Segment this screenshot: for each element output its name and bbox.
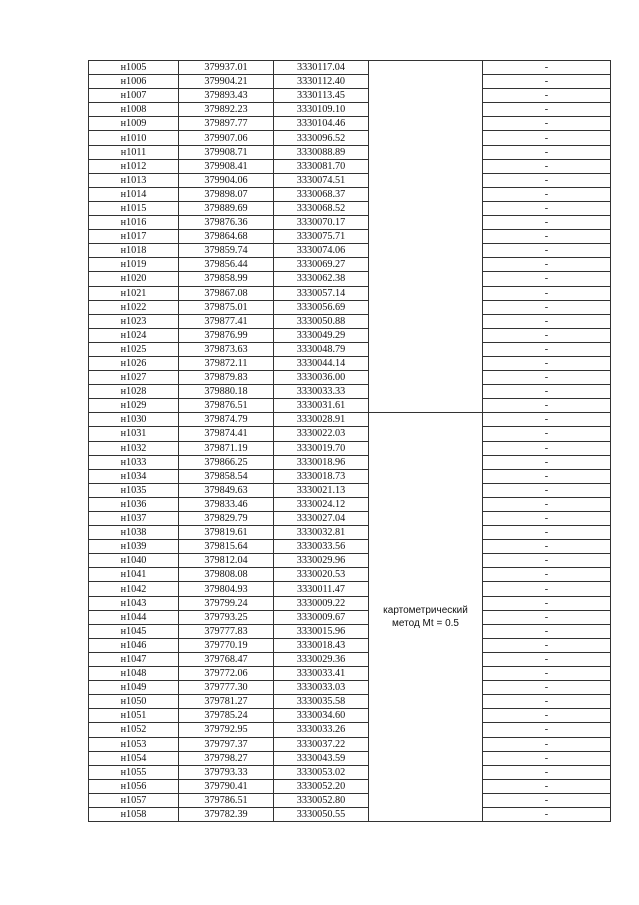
coord-y-cell: 3330068.52 xyxy=(274,201,369,215)
point-number-cell: н1013 xyxy=(89,173,179,187)
table-row xyxy=(89,201,611,215)
table-row xyxy=(89,89,611,103)
table-row xyxy=(89,568,611,582)
coord-x-cell: 379871.19 xyxy=(179,441,274,455)
table-row xyxy=(89,497,611,511)
coord-x-cell: 379833.46 xyxy=(179,497,274,511)
coord-x-cell: 379815.64 xyxy=(179,540,274,554)
table-row xyxy=(89,356,611,370)
point-number-cell: н1024 xyxy=(89,328,179,342)
coord-x-cell: 379793.33 xyxy=(179,765,274,779)
dash-cell: - xyxy=(483,300,611,314)
point-number-cell: н1014 xyxy=(89,187,179,201)
table-row xyxy=(89,582,611,596)
coord-x-cell: 379898.07 xyxy=(179,187,274,201)
dash-cell: - xyxy=(483,75,611,89)
coord-y-cell: 3330034.60 xyxy=(274,709,369,723)
coord-y-cell: 3330009.67 xyxy=(274,610,369,624)
table-row xyxy=(89,216,611,230)
coord-x-cell: 379772.06 xyxy=(179,667,274,681)
coord-x-cell: 379876.99 xyxy=(179,328,274,342)
coord-x-cell: 379904.21 xyxy=(179,75,274,89)
table-row xyxy=(89,469,611,483)
point-number-cell: н1018 xyxy=(89,244,179,258)
table-row xyxy=(89,596,611,610)
coord-x-cell: 379856.44 xyxy=(179,258,274,272)
dash-cell: - xyxy=(483,624,611,638)
coord-y-cell: 3330027.04 xyxy=(274,512,369,526)
dash-cell: - xyxy=(483,145,611,159)
coord-x-cell: 379781.27 xyxy=(179,695,274,709)
dash-cell: - xyxy=(483,427,611,441)
coord-x-cell: 379797.37 xyxy=(179,737,274,751)
table-row xyxy=(89,342,611,356)
dash-cell: - xyxy=(483,793,611,807)
dash-cell: - xyxy=(483,371,611,385)
coord-x-cell: 379908.41 xyxy=(179,159,274,173)
point-number-cell: н1016 xyxy=(89,216,179,230)
coord-y-cell: 3330050.55 xyxy=(274,807,369,821)
table-row xyxy=(89,723,611,737)
coord-x-cell: 379858.99 xyxy=(179,272,274,286)
coord-x-cell: 379937.01 xyxy=(179,61,274,75)
table-row xyxy=(89,187,611,201)
coord-y-cell: 3330037.22 xyxy=(274,737,369,751)
coord-x-cell: 379777.83 xyxy=(179,624,274,638)
table-row xyxy=(89,427,611,441)
coord-x-cell: 379770.19 xyxy=(179,638,274,652)
point-number-cell: н1046 xyxy=(89,638,179,652)
coord-y-cell: 3330011.47 xyxy=(274,582,369,596)
coord-y-cell: 3330068.37 xyxy=(274,187,369,201)
dash-cell: - xyxy=(483,131,611,145)
coord-y-cell: 3330033.03 xyxy=(274,681,369,695)
dash-cell: - xyxy=(483,667,611,681)
point-number-cell: н1051 xyxy=(89,709,179,723)
table-row xyxy=(89,131,611,145)
coord-x-cell: 379792.95 xyxy=(179,723,274,737)
coord-y-cell: 3330049.29 xyxy=(274,328,369,342)
point-number-cell: н1009 xyxy=(89,117,179,131)
dash-cell: - xyxy=(483,568,611,582)
table-row xyxy=(89,61,611,75)
coord-x-cell: 379777.30 xyxy=(179,681,274,695)
dash-cell: - xyxy=(483,737,611,751)
coord-x-cell: 379876.51 xyxy=(179,399,274,413)
coord-y-cell: 3330070.17 xyxy=(274,216,369,230)
coord-y-cell: 3330036.00 xyxy=(274,371,369,385)
table-row xyxy=(89,779,611,793)
table-row xyxy=(89,455,611,469)
table-row xyxy=(89,145,611,159)
dash-cell: - xyxy=(483,286,611,300)
coord-x-cell: 379876.36 xyxy=(179,216,274,230)
dash-cell: - xyxy=(483,554,611,568)
coord-y-cell: 3330074.51 xyxy=(274,173,369,187)
coord-x-cell: 379874.79 xyxy=(179,413,274,427)
point-number-cell: н1053 xyxy=(89,737,179,751)
coord-x-cell: 379864.68 xyxy=(179,230,274,244)
dash-cell: - xyxy=(483,596,611,610)
table-row xyxy=(89,300,611,314)
coord-y-cell: 3330069.27 xyxy=(274,258,369,272)
coord-x-cell: 379872.11 xyxy=(179,356,274,370)
table-row xyxy=(89,272,611,286)
coord-x-cell: 379893.43 xyxy=(179,89,274,103)
dash-cell: - xyxy=(483,695,611,709)
coord-x-cell: 379812.04 xyxy=(179,554,274,568)
dash-cell: - xyxy=(483,201,611,215)
coord-x-cell: 379889.69 xyxy=(179,201,274,215)
table-row xyxy=(89,526,611,540)
coord-x-cell: 379879.83 xyxy=(179,371,274,385)
dash-cell: - xyxy=(483,483,611,497)
point-number-cell: н1039 xyxy=(89,540,179,554)
dash-cell: - xyxy=(483,117,611,131)
point-number-cell: н1037 xyxy=(89,512,179,526)
point-number-cell: н1012 xyxy=(89,159,179,173)
coord-x-cell: 379866.25 xyxy=(179,455,274,469)
coord-x-cell: 379786.51 xyxy=(179,793,274,807)
point-number-cell: н1017 xyxy=(89,230,179,244)
coord-y-cell: 3330088.89 xyxy=(274,145,369,159)
table-row xyxy=(89,695,611,709)
dash-cell: - xyxy=(483,455,611,469)
coord-y-cell: 3330032.81 xyxy=(274,526,369,540)
coord-x-cell: 379858.54 xyxy=(179,469,274,483)
point-number-cell: н1032 xyxy=(89,441,179,455)
coord-y-cell: 3330062.38 xyxy=(274,272,369,286)
coord-y-cell: 3330056.69 xyxy=(274,300,369,314)
coord-x-cell: 379782.39 xyxy=(179,807,274,821)
coord-y-cell: 3330048.79 xyxy=(274,342,369,356)
point-number-cell: н1022 xyxy=(89,300,179,314)
dash-cell: - xyxy=(483,582,611,596)
table-row xyxy=(89,483,611,497)
coord-y-cell: 3330018.43 xyxy=(274,638,369,652)
table-row xyxy=(89,624,611,638)
coord-x-cell: 379793.25 xyxy=(179,610,274,624)
point-number-cell: н1052 xyxy=(89,723,179,737)
table-row xyxy=(89,159,611,173)
point-number-cell: н1027 xyxy=(89,371,179,385)
coord-x-cell: 379829.79 xyxy=(179,512,274,526)
table-row xyxy=(89,638,611,652)
dash-cell: - xyxy=(483,540,611,554)
coord-y-cell: 3330021.13 xyxy=(274,483,369,497)
coord-y-cell: 3330033.41 xyxy=(274,667,369,681)
coord-y-cell: 3330028.91 xyxy=(274,413,369,427)
point-number-cell: н1015 xyxy=(89,201,179,215)
dash-cell: - xyxy=(483,230,611,244)
coord-y-cell: 3330074.06 xyxy=(274,244,369,258)
dash-cell: - xyxy=(483,526,611,540)
table-row xyxy=(89,737,611,751)
point-number-cell: н1041 xyxy=(89,568,179,582)
point-number-cell: н1034 xyxy=(89,469,179,483)
method-cell xyxy=(369,61,483,413)
point-number-cell: н1029 xyxy=(89,399,179,413)
coord-y-cell: 3330075.71 xyxy=(274,230,369,244)
table-row xyxy=(89,258,611,272)
table-row xyxy=(89,807,611,821)
dash-cell: - xyxy=(483,512,611,526)
coord-x-cell: 379874.41 xyxy=(179,427,274,441)
dash-cell: - xyxy=(483,272,611,286)
table-row xyxy=(89,441,611,455)
coord-y-cell: 3330044.14 xyxy=(274,356,369,370)
table-row xyxy=(89,173,611,187)
coordinates-table-body xyxy=(89,61,611,822)
dash-cell: - xyxy=(483,610,611,624)
coord-x-cell: 379849.63 xyxy=(179,483,274,497)
coord-x-cell: 379798.27 xyxy=(179,751,274,765)
point-number-cell: н1040 xyxy=(89,554,179,568)
dash-cell: - xyxy=(483,497,611,511)
coord-y-cell: 3330029.36 xyxy=(274,652,369,666)
coord-x-cell: 379875.01 xyxy=(179,300,274,314)
point-number-cell: н1054 xyxy=(89,751,179,765)
table-row xyxy=(89,540,611,554)
point-number-cell: н1020 xyxy=(89,272,179,286)
coord-y-cell: 3330024.12 xyxy=(274,497,369,511)
point-number-cell: н1021 xyxy=(89,286,179,300)
dash-cell: - xyxy=(483,709,611,723)
point-number-cell: н1045 xyxy=(89,624,179,638)
coord-x-cell: 379873.63 xyxy=(179,342,274,356)
coord-x-cell: 379904.06 xyxy=(179,173,274,187)
dash-cell: - xyxy=(483,723,611,737)
coord-y-cell: 3330096.52 xyxy=(274,131,369,145)
dash-cell: - xyxy=(483,342,611,356)
coord-x-cell: 379892.23 xyxy=(179,103,274,117)
coord-y-cell: 3330053.02 xyxy=(274,765,369,779)
table-row xyxy=(89,117,611,131)
dash-cell: - xyxy=(483,469,611,483)
coord-y-cell: 3330015.96 xyxy=(274,624,369,638)
point-number-cell: н1019 xyxy=(89,258,179,272)
dash-cell: - xyxy=(483,652,611,666)
table-row xyxy=(89,413,611,427)
method-cell: картометрический метод Mt = 0.5 xyxy=(369,413,483,822)
point-number-cell: н1031 xyxy=(89,427,179,441)
point-number-cell: н1006 xyxy=(89,75,179,89)
point-number-cell: н1028 xyxy=(89,385,179,399)
coord-x-cell: 379897.77 xyxy=(179,117,274,131)
coord-y-cell: 3330031.61 xyxy=(274,399,369,413)
coord-x-cell: 379799.24 xyxy=(179,596,274,610)
point-number-cell: н1008 xyxy=(89,103,179,117)
dash-cell: - xyxy=(483,765,611,779)
point-number-cell: н1025 xyxy=(89,342,179,356)
point-number-cell: н1010 xyxy=(89,131,179,145)
coord-y-cell: 3330009.22 xyxy=(274,596,369,610)
coord-y-cell: 3330081.70 xyxy=(274,159,369,173)
coord-x-cell: 379804.93 xyxy=(179,582,274,596)
coord-x-cell: 379808.08 xyxy=(179,568,274,582)
coord-x-cell: 379880.18 xyxy=(179,385,274,399)
table-row xyxy=(89,652,611,666)
dash-cell: - xyxy=(483,681,611,695)
point-number-cell: н1005 xyxy=(89,61,179,75)
coord-y-cell: 3330117.04 xyxy=(274,61,369,75)
table-row xyxy=(89,75,611,89)
table-row xyxy=(89,103,611,117)
table-row xyxy=(89,314,611,328)
coord-x-cell: 379908.71 xyxy=(179,145,274,159)
table-row xyxy=(89,667,611,681)
dash-cell: - xyxy=(483,244,611,258)
dash-cell: - xyxy=(483,751,611,765)
dash-cell: - xyxy=(483,159,611,173)
coord-y-cell: 3330112.40 xyxy=(274,75,369,89)
coord-y-cell: 3330113.45 xyxy=(274,89,369,103)
table-row xyxy=(89,681,611,695)
coord-y-cell: 3330043.59 xyxy=(274,751,369,765)
dash-cell: - xyxy=(483,441,611,455)
dash-cell: - xyxy=(483,89,611,103)
table-row xyxy=(89,793,611,807)
coord-y-cell: 3330019.70 xyxy=(274,441,369,455)
coord-y-cell: 3330052.20 xyxy=(274,779,369,793)
table-row xyxy=(89,371,611,385)
point-number-cell: н1043 xyxy=(89,596,179,610)
point-number-cell: н1023 xyxy=(89,314,179,328)
coord-x-cell: 379790.41 xyxy=(179,779,274,793)
coord-x-cell: 379785.24 xyxy=(179,709,274,723)
point-number-cell: н1057 xyxy=(89,793,179,807)
point-number-cell: н1047 xyxy=(89,652,179,666)
point-number-cell: н1038 xyxy=(89,526,179,540)
table-row xyxy=(89,554,611,568)
coord-x-cell: 379907.06 xyxy=(179,131,274,145)
dash-cell: - xyxy=(483,399,611,413)
coord-x-cell: 379867.08 xyxy=(179,286,274,300)
coord-y-cell: 3330029.96 xyxy=(274,554,369,568)
table-row xyxy=(89,610,611,624)
point-number-cell: н1058 xyxy=(89,807,179,821)
coord-x-cell: 379768.47 xyxy=(179,652,274,666)
point-number-cell: н1049 xyxy=(89,681,179,695)
point-number-cell: н1056 xyxy=(89,779,179,793)
coord-y-cell: 3330050.88 xyxy=(274,314,369,328)
point-number-cell: н1007 xyxy=(89,89,179,103)
dash-cell: - xyxy=(483,216,611,230)
point-number-cell: н1026 xyxy=(89,356,179,370)
dash-cell: - xyxy=(483,103,611,117)
point-number-cell: н1050 xyxy=(89,695,179,709)
point-number-cell: н1030 xyxy=(89,413,179,427)
point-number-cell: н1011 xyxy=(89,145,179,159)
dash-cell: - xyxy=(483,61,611,75)
table-row xyxy=(89,385,611,399)
coord-y-cell: 3330035.58 xyxy=(274,695,369,709)
point-number-cell: н1055 xyxy=(89,765,179,779)
point-number-cell: н1035 xyxy=(89,483,179,497)
point-number-cell: н1042 xyxy=(89,582,179,596)
coord-y-cell: 3330109.10 xyxy=(274,103,369,117)
dash-cell: - xyxy=(483,187,611,201)
point-number-cell: н1048 xyxy=(89,667,179,681)
coord-y-cell: 3330104.46 xyxy=(274,117,369,131)
coord-y-cell: 3330020.53 xyxy=(274,568,369,582)
table-row xyxy=(89,244,611,258)
coord-y-cell: 3330018.96 xyxy=(274,455,369,469)
dash-cell: - xyxy=(483,638,611,652)
point-number-cell: н1044 xyxy=(89,610,179,624)
dash-cell: - xyxy=(483,173,611,187)
table-row xyxy=(89,328,611,342)
coord-y-cell: 3330033.26 xyxy=(274,723,369,737)
dash-cell: - xyxy=(483,779,611,793)
table-row xyxy=(89,512,611,526)
table-row xyxy=(89,709,611,723)
coord-y-cell: 3330052.80 xyxy=(274,793,369,807)
table-row xyxy=(89,230,611,244)
table-row xyxy=(89,286,611,300)
coord-x-cell: 379877.41 xyxy=(179,314,274,328)
table-row xyxy=(89,765,611,779)
dash-cell: - xyxy=(483,385,611,399)
coord-y-cell: 3330033.33 xyxy=(274,385,369,399)
dash-cell: - xyxy=(483,328,611,342)
coord-x-cell: 379859.74 xyxy=(179,244,274,258)
dash-cell: - xyxy=(483,314,611,328)
coord-y-cell: 3330018.73 xyxy=(274,469,369,483)
coord-y-cell: 3330057.14 xyxy=(274,286,369,300)
coordinates-table xyxy=(88,60,611,822)
table-row xyxy=(89,399,611,413)
dash-cell: - xyxy=(483,413,611,427)
dash-cell: - xyxy=(483,258,611,272)
point-number-cell: н1036 xyxy=(89,497,179,511)
point-number-cell: н1033 xyxy=(89,455,179,469)
coord-y-cell: 3330022.03 xyxy=(274,427,369,441)
table-row xyxy=(89,751,611,765)
dash-cell: - xyxy=(483,807,611,821)
coord-x-cell: 379819.61 xyxy=(179,526,274,540)
dash-cell: - xyxy=(483,356,611,370)
coord-y-cell: 3330033.56 xyxy=(274,540,369,554)
